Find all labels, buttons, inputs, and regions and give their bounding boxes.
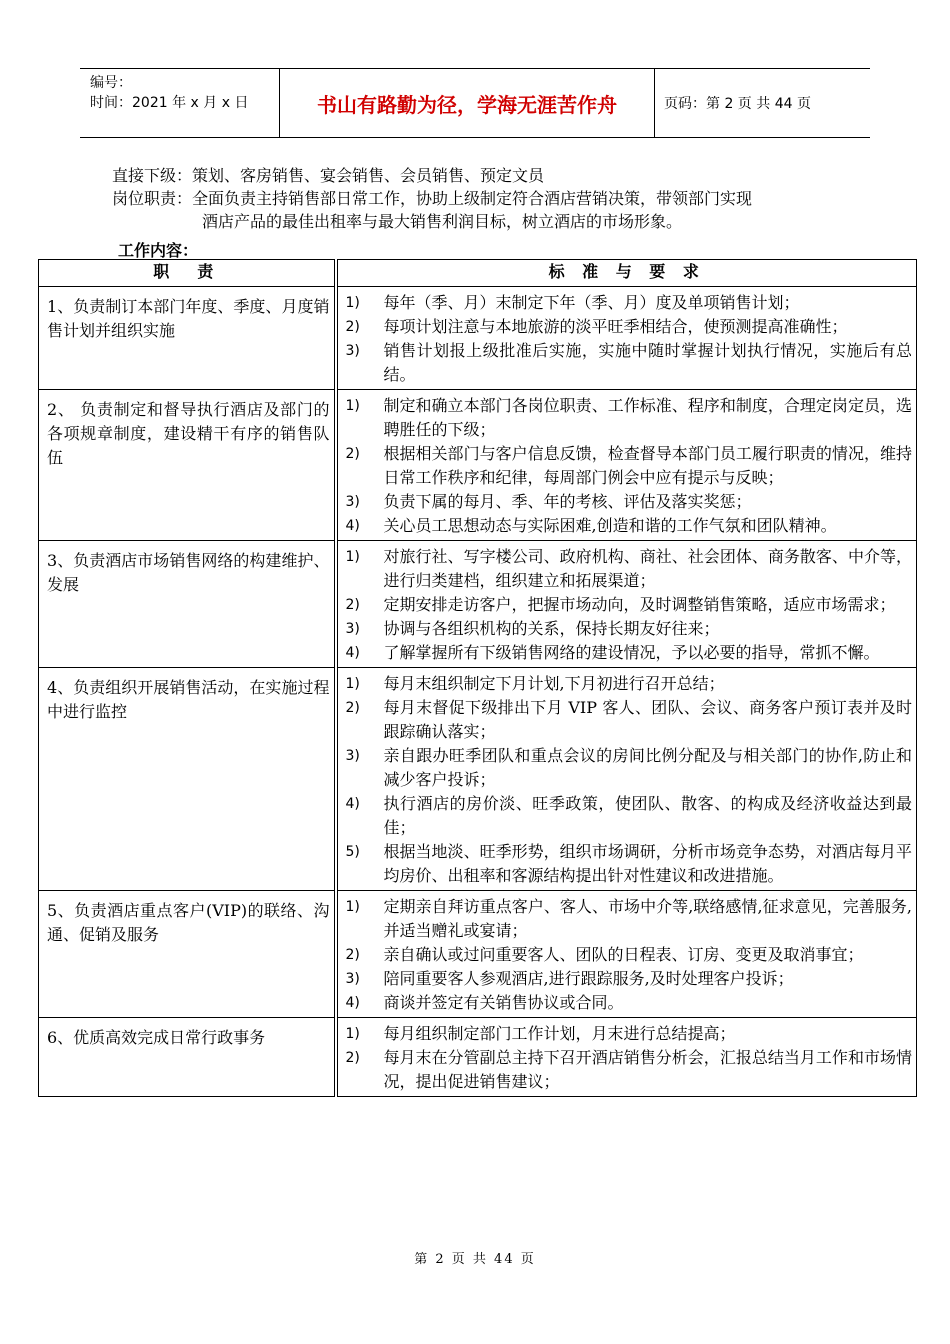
item-number: 1): [345, 1026, 360, 1042]
subordinates-line: 直接下级：策划、客房销售、宴会销售、会员销售、预定文员: [112, 166, 545, 185]
list-item: [342, 514, 913, 538]
item-number: 2): [345, 446, 360, 462]
list-item: [342, 394, 913, 442]
item-number: 5): [345, 844, 360, 860]
list-item: [342, 943, 913, 967]
list-item: [342, 339, 913, 387]
item-text: 亲自确认或过问重要客人、团队的日程表、订房、变更及取消事宜；: [383, 945, 864, 964]
duty-cell: 4、负责组织开展销售活动，在实施过程中进行监控: [39, 668, 336, 891]
item-number: 1): [345, 398, 360, 414]
item-number: 3): [345, 971, 360, 987]
duty-cell: 1、负责制订本部门年度、季度、月度销售计划并组织实施: [39, 287, 336, 390]
item-number: 2): [345, 597, 360, 613]
table-row: [39, 668, 917, 891]
table-row: [39, 1018, 917, 1097]
header-page-info: 页码：第 2 页 共 44 页: [664, 96, 811, 112]
list-item: [342, 442, 913, 490]
item-text: 每月末督促下级排出下月 VIP 客人、团队、会议、商务客户预订表并及时跟踪确认落实；: [383, 698, 912, 741]
list-item: [342, 991, 913, 1015]
item-number: 1): [345, 676, 360, 692]
item-number: 3): [345, 494, 360, 510]
table-row: [39, 541, 917, 668]
item-text: 根据相关部门与客户信息反馈，检查督导本部门员工履行职责的情况，维持日常工作秩序和纪律，每周部门例会中应有提示与反映；: [383, 444, 912, 487]
item-text: 了解掌握所有下级销售网络的建设情况，予以必要的指导，常抓不懈。: [383, 643, 880, 662]
table-row: [39, 390, 917, 541]
item-text: 定期亲自拜访重点客户、客人、市场中介等,联络感情,征求意见，完善服务,并适当赠礼或宴请；: [383, 897, 912, 940]
standard-cell: [336, 390, 917, 541]
standard-cell: [336, 1018, 917, 1097]
item-text: 商谈并签定有关销售协议或合同。: [383, 993, 624, 1012]
list-item: [342, 593, 913, 617]
item-text: 陪同重要客人参观酒店,进行跟踪服务,及时处理客户投诉；: [383, 969, 794, 988]
duty-cell: 5、负责酒店重点客户(VIP)的联络、沟通、促销及服务: [39, 891, 336, 1018]
table-header-row: [39, 260, 917, 287]
intro-block: [112, 164, 892, 233]
page-header: [80, 68, 870, 138]
item-text: 执行酒店的房价淡、旺季政策，使团队、散客、的构成及经济收益达到最佳；: [383, 794, 912, 837]
header-meta: [80, 69, 280, 137]
item-text: 每项计划注意与本地旅游的淡平旺季相结合，使预测提高准确性；: [383, 317, 848, 336]
standard-cell: [336, 668, 917, 891]
item-number: 3): [345, 748, 360, 764]
list-item: [342, 744, 913, 792]
list-item: [342, 792, 913, 840]
item-text: 对旅行社、写字楼公司、政府机构、商社、社会团体、商务散客、中介等，进行归类建档，组织建立和拓展渠道；: [383, 547, 912, 590]
col-header-duty: 职 责: [39, 260, 336, 287]
standard-cell: [336, 541, 917, 668]
item-text: 负责下属的每月、季、年的考核、评估及落实奖惩；: [383, 492, 752, 511]
item-text: 协调与各组织机构的关系，保持长期友好往来；: [383, 619, 720, 638]
list-item: [342, 840, 913, 888]
item-text: 每月末组织制定下月计划,下月初进行召开总结；: [383, 674, 725, 693]
time-label: 时间：2021 年 x 月 x 日: [90, 95, 249, 111]
duty-line-2: 酒店产品的最佳出租率与最大销售利润目标，树立酒店的市场形象。: [202, 212, 683, 231]
list-item: [342, 967, 913, 991]
item-number: 1): [345, 549, 360, 565]
page-footer: 第 2 页 共 44 页: [414, 1252, 536, 1267]
list-item: [342, 315, 913, 339]
item-text: 每年（季、月）末制定下年（季、月）度及单项销售计划；: [383, 293, 800, 312]
list-item: [342, 672, 913, 696]
list-item: [342, 696, 913, 744]
standard-cell: [336, 891, 917, 1018]
item-text: 根据当地淡、旺季形势，组织市场调研，分析市场竞争态势，对酒店每月平均房价、出租率和客源结构提出针对性建议和改进措施。: [383, 842, 912, 885]
duty-cell: 2、 负责制定和督导执行酒店及部门的各项规章制度，建设精干有序的销售队伍: [39, 390, 336, 541]
item-number: 4): [345, 645, 360, 661]
list-item: [342, 545, 913, 593]
duty-line-1: 岗位职责：全面负责主持销售部日常工作，协助上级制定符合酒店营销决策，带领部门实现: [112, 189, 753, 208]
list-item: [342, 490, 913, 514]
item-text: 制定和确立本部门各岗位职责、工作标准、程序和制度，合理定岗定员，选聘胜任的下级；: [383, 396, 912, 439]
list-item: [342, 895, 913, 943]
item-number: 2): [345, 700, 360, 716]
item-text: 关心员工思想动态与实际困难,创造和谐的工作气氛和团队精神。: [383, 516, 837, 535]
item-number: 2): [345, 319, 360, 335]
item-number: 2): [345, 947, 360, 963]
duty-cell: 3、负责酒店市场销售网络的构建维护、发展: [39, 541, 336, 668]
list-item: [342, 641, 913, 665]
item-number: 1): [345, 295, 360, 311]
table-row: [39, 287, 917, 390]
number-label: 编号：: [90, 75, 132, 91]
item-number: 4): [345, 518, 360, 534]
work-content-title: 工作内容：: [118, 241, 199, 260]
list-item: [342, 1022, 913, 1046]
list-item: [342, 617, 913, 641]
item-number: 2): [345, 1050, 360, 1066]
item-number: 4): [345, 995, 360, 1011]
item-number: 3): [345, 343, 360, 359]
list-item: [342, 1046, 913, 1094]
duty-table: [38, 259, 917, 1097]
standard-cell: [336, 287, 917, 390]
item-text: 亲自跟办旺季团队和重点会议的房间比例分配及与相关部门的协作,防止和减少客户投诉；: [383, 746, 912, 789]
item-text: 每月组织制定部门工作计划，月末进行总结提高；: [383, 1024, 736, 1043]
item-number: 3): [345, 621, 360, 637]
duty-cell: 6、优质高效完成日常行政事务: [39, 1018, 336, 1097]
header-motto: 书山有路勤为径，学海无涯苦作舟: [280, 69, 655, 137]
item-text: 销售计划报上级批准后实施，实施中随时掌握计划执行情况，实施后有总结。: [383, 341, 912, 384]
table-row: [39, 891, 917, 1018]
item-text: 每月末在分管副总主持下召开酒店销售分析会，汇报总结当月工作和市场情况，提出促进销售建议；: [383, 1048, 912, 1091]
col-header-standard: 标 准 与 要 求: [336, 260, 917, 287]
item-number: 1): [345, 899, 360, 915]
list-item: [342, 291, 913, 315]
item-number: 4): [345, 796, 360, 812]
item-text: 定期安排走访客户，把握市场动向，及时调整销售策略，适应市场需求；: [383, 595, 896, 614]
